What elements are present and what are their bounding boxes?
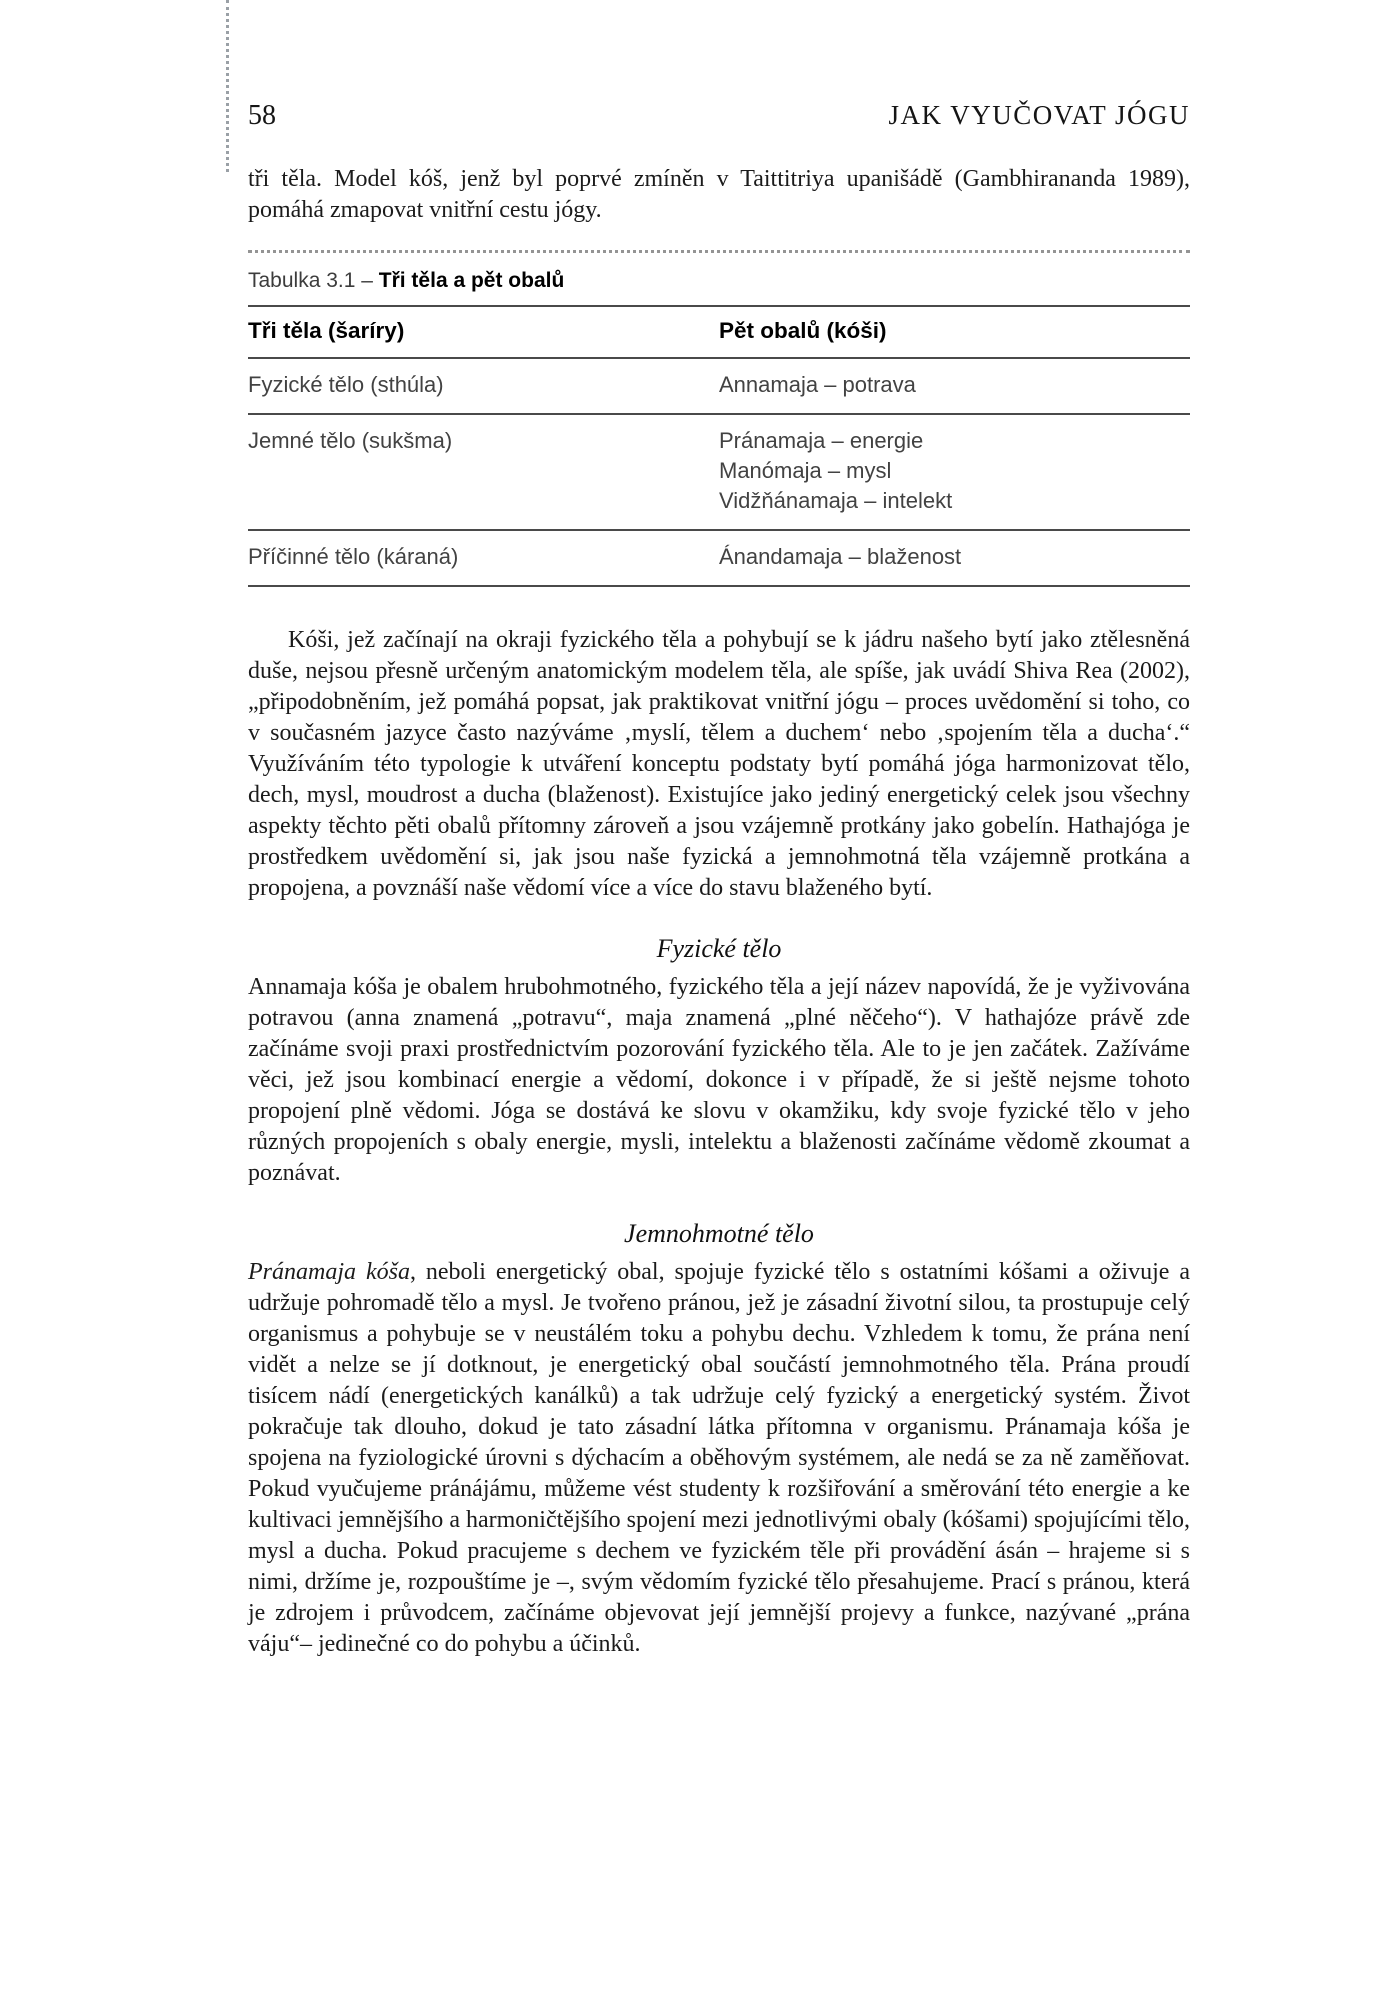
page-number: 58	[248, 100, 276, 131]
column-header-bodies: Tři těla (šaríry)	[248, 306, 719, 358]
body-paragraph	[248, 625, 1190, 904]
sheath-line: Ánandamaja – blaženost	[719, 544, 962, 569]
column-header-sheaths: Pět obalů (kóši)	[719, 306, 1190, 358]
table-cell-body: Fyzické tělo (sthúla)	[248, 358, 719, 414]
dotted-rule	[248, 250, 1190, 253]
table-caption	[248, 269, 1190, 293]
table-row	[248, 530, 1190, 586]
text-run: Annamaja kóša je obalem hrubohmotného, fyzického těla a její název napovídá, že je vyživována potravou (anna znamená „potravu“, maja znamená „plné něčeho“). V hathajóze právě zde začínáme svoji praxi prostřednictvím pozorování fyzického těla. Ale to je jen začátek. Zažíváme věci, jež jsou kombinací energie a vědomí, dokonce i v případě, že si ještě nejsme tohoto propojení plně vědomi. Jóga se dostává ke slovu v okamžiku, kdy svoje fyzické tělo v jeho různých propojeních s obaly energie, mysli, intelektu a blaženosti začínáme vědomě zkoumat a poznávat.	[248, 974, 1190, 1186]
table-row	[248, 414, 1190, 530]
table-cell-body: Příčinné tělo (káraná)	[248, 530, 719, 586]
intro-paragraph: tři těla. Model kóš, jenž byl poprvé zmíněn v Taittitriya upanišádě (Gambhirananda 1989), pomáhá zmapovat vnitřní cestu jógy.	[248, 166, 1190, 223]
section-heading: Jemnohmotné tělo	[624, 1219, 814, 1248]
koshas-table-head	[248, 306, 1190, 358]
table-cell-sheaths	[719, 358, 1190, 414]
table-row	[248, 358, 1190, 414]
text-run: Kóši, jež začínají na okraji fyzického těla a pohybují se k jádru našeho bytí jako ztělesněná duše, nejsou přesně určeným anatomickým modelem těla, ale spíše, jak uvádí Shiva Rea (2002), „připodobněním, jež pomáhá popsat, jak praktikovat vnitřní jógu – proces uvědomění si toho, co v současném jazyce často nazýváme ‚myslí, tělem a duchem‘ nebo ‚spojením těla a ducha‘.“ Využíváním této typologie k utváření konceptu podstaty bytí pomáhá jóga harmonizovat tělo, dech, mysl, moudrost a ducha (blaženost). Existujíce jako jediný energetický celek jsou všechny aspekty těchto pěti obalů přítomny zároveň a jsou vzájemně protkány jako gobelín. Hathajóga je prostředkem uvědomění si, jak jsou naše fyzická a jemnohmotná těla vzájemně protkána a propojena, a povznáší naše vědomí více a více do stavu blaženého bytí.	[248, 627, 1190, 901]
table-cell-sheaths	[719, 530, 1190, 586]
body-sections	[248, 625, 1190, 1660]
page-head	[248, 100, 1190, 132]
table-caption-label: Tabulka 3.1 –	[248, 269, 379, 292]
body-paragraph	[248, 1257, 1190, 1660]
koshas-table	[248, 305, 1190, 587]
table-caption-title: Tři těla a pět obalů	[378, 269, 565, 292]
section-heading: Fyzické tělo	[656, 934, 782, 963]
sheath-line: Annamaja – potrava	[719, 372, 916, 397]
table-cell-body: Jemné tělo (sukšma)	[248, 414, 719, 530]
table-cell-sheaths	[719, 414, 1190, 530]
sheath-line: Vidžňánamaja – intelekt	[719, 488, 953, 513]
body-paragraph	[248, 972, 1190, 1189]
running-title: JAK VYUČOVAT JÓGU	[888, 100, 1190, 130]
koshas-table-body	[248, 358, 1190, 586]
text-run: , neboli energetický obal, spojuje fyzické tělo s ostatními kóšami a oživuje a udržuje pohromadě tělo a mysl. Je tvořeno pránou, jež je zásadní životní silou, ta prostupuje celý organismus a pohybuje se v neustálém toku a pohybu dechu. Vzhledem k tomu, že prána není vidět a nelze se jí dotknout, je energetický obal součástí jemnohmotného těla. Prána proudí tisícem nádí (energetických kanálků) a tak udržuje celý fyzický a energetický systém. Život pokračuje tak dlouho, dokud je tato zásadní látka přítomna v organismu. Pránamaja kóša je spojena na fyziologické úrovni s dýchacím a oběhovým systémem, ale nedá se za ně zaměňovat. Pokud vyučujeme pránájámu, můžeme vést studenty k rozšiřování a směrování této energie a ke kultivaci jemnějšího a harmoničtějšího spojení mezi jednotlivými obaly (kóšami) spojujícími tělo, mysl a ducha. Pokud pracujeme s dechem ve fyzickém těle při provádění ásán – hrajeme si s nimi, držíme je, rozpouštíme je –, svým vědomím fyzické tělo přesahujeme. Prací s pránou, která je zdrojem i průvodcem, začínáme objevovat její jemnější projevy a funkce, nazývané „prána váju“– jedinečné co do pohybu a účinků.	[248, 1259, 1190, 1657]
italic-term: Pránamaja kóša	[248, 1259, 410, 1285]
page-content	[248, 0, 1190, 1660]
sheath-line: Pránamaja – energie	[719, 428, 924, 453]
table-header-row	[248, 306, 1190, 358]
sheath-line: Manómaja – mysl	[719, 458, 892, 483]
trim-mark-dotted-line	[226, 0, 229, 172]
